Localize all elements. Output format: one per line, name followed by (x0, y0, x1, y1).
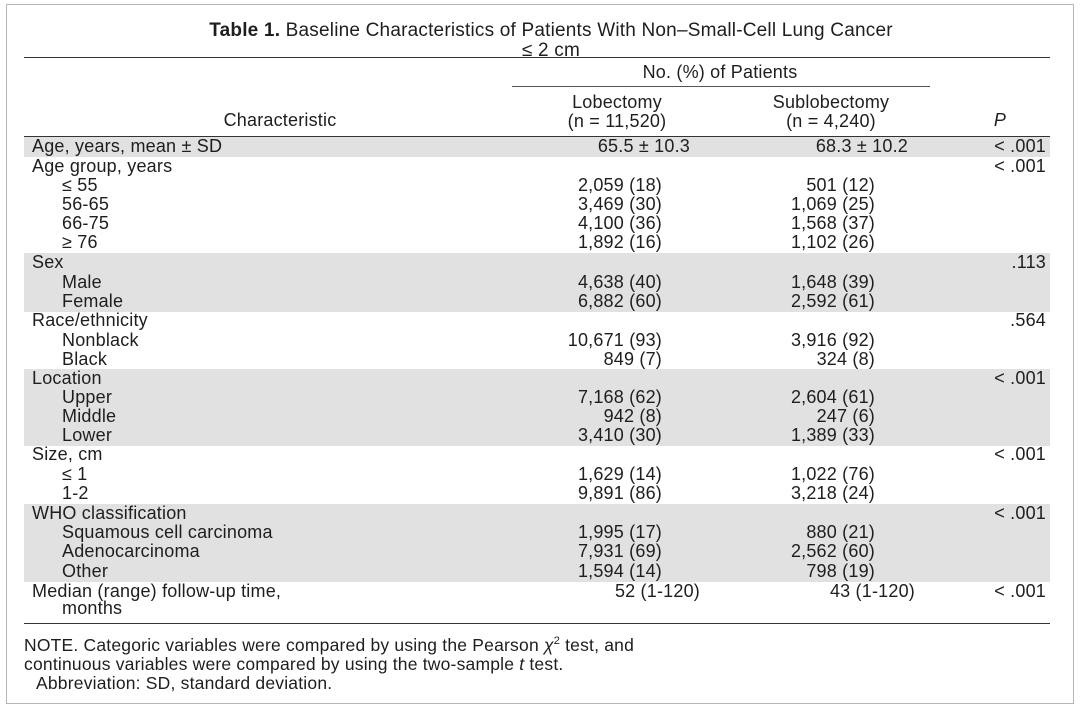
row-label: ≤ 1 (62, 464, 88, 484)
group-underline (512, 86, 930, 87)
row-label: Median (range) follow-up time, (32, 581, 282, 601)
sublobectomy-value: 68.3 ± 10.2 (815, 136, 908, 156)
sublobectomy-value: 1,568 (37) (790, 213, 875, 233)
note-line-2: continuous variables were compared by using the two-sample t test. (24, 653, 564, 674)
p-value: < .001 (994, 368, 1046, 388)
table-title-line2: ≤ 2 cm (521, 40, 581, 61)
lobectomy-value: 942 (8) (603, 406, 662, 426)
sublobectomy-value: 798 (19) (806, 561, 875, 581)
lobectomy-value: 65.5 ± 10.3 (597, 136, 690, 156)
lobectomy-value: 52 (1-120) (614, 581, 700, 601)
sublobectomy-value: 1,102 (26) (790, 232, 875, 252)
row-label: WHO classification (32, 503, 187, 523)
header-sublobectomy-name: Sublobectomy (772, 92, 890, 112)
row-label: Sex (32, 252, 64, 272)
lobectomy-value: 7,931 (69) (577, 541, 662, 561)
sublobectomy-value: 3,218 (24) (790, 483, 875, 503)
p-value: < .001 (994, 444, 1046, 464)
p-value: < .001 (994, 156, 1046, 176)
lobectomy-value: 10,671 (93) (567, 330, 662, 350)
lobectomy-value: 2,059 (18) (577, 175, 662, 195)
lobectomy-value: 3,469 (30) (577, 194, 662, 214)
row-label: Other (62, 561, 109, 581)
row-label: Size, cm (32, 444, 103, 464)
header-lobectomy-name: Lobectomy (572, 92, 662, 112)
note-line-3: Abbreviation: SD, standard deviation. (36, 672, 333, 693)
sublobectomy-value: 3,916 (92) (790, 330, 875, 350)
lobectomy-value: 4,638 (40) (577, 272, 662, 292)
p-value: .113 (1011, 252, 1046, 272)
table-note (24, 632, 1064, 693)
header-characteristic: Characteristic (223, 110, 337, 130)
sublobectomy-value: 247 (6) (816, 406, 875, 426)
row-label: Lower (62, 425, 113, 445)
row-label: Adenocarcinoma (62, 541, 200, 561)
sublobectomy-value: 2,604 (61) (790, 387, 875, 407)
p-value: .564 (1010, 310, 1046, 330)
header-group: No. (%) of Patients (642, 62, 798, 82)
header-p: P (993, 110, 1007, 130)
row-label: Race/ethnicity (32, 310, 148, 330)
note-line-1: NOTE. Categoric variables were compared by using the Pearson $\chi^2$ test, and (24, 634, 635, 655)
row-label: Location (32, 368, 102, 388)
lobectomy-value: 1,995 (17) (577, 522, 662, 542)
table-label: Table 1. (209, 20, 281, 41)
row-label: Female (62, 291, 124, 311)
row-label-cont: months (62, 598, 123, 618)
row-label: Black (62, 349, 108, 369)
header-lobectomy-n: (n = 11,520) (567, 111, 667, 131)
sublobectomy-value: 1,648 (39) (790, 272, 875, 292)
row-label: Squamous cell carcinoma (62, 522, 273, 542)
header-sublobectomy (716, 93, 946, 131)
header-sublobectomy-n: (n = 4,240) (786, 111, 876, 131)
row-label: Nonblack (62, 330, 139, 350)
table-title-line1: Baseline Characteristics of Patients With Non–Small-Cell Lung Cancer (285, 20, 893, 41)
row-label: ≤ 55 (62, 175, 98, 195)
lobectomy-value: 849 (7) (603, 349, 662, 369)
row-label: 66-75 (62, 213, 110, 233)
lobectomy-value: 9,891 (86) (577, 483, 662, 503)
row-label: 1-2 (62, 483, 89, 503)
table-title (31, 21, 1071, 61)
sublobectomy-value: 1,069 (25) (790, 194, 875, 214)
lobectomy-value: 4,100 (36) (577, 213, 662, 233)
p-value: < .001 (994, 581, 1046, 601)
lobectomy-value: 1,594 (14) (577, 561, 662, 581)
row-label: ≥ 76 (62, 232, 98, 252)
bottom-rule (24, 623, 1050, 624)
lobectomy-value: 1,892 (16) (577, 232, 662, 252)
p-value: < .001 (994, 136, 1046, 156)
p-value: < .001 (994, 503, 1046, 523)
sublobectomy-value: 43 (1-120) (829, 581, 915, 601)
top-rule (24, 57, 1050, 58)
lobectomy-value: 1,629 (14) (577, 464, 662, 484)
sublobectomy-value: 2,592 (61) (790, 291, 875, 311)
row-label: Upper (62, 387, 113, 407)
row-label: 56-65 (62, 194, 110, 214)
sublobectomy-value: 1,389 (33) (790, 425, 875, 445)
lobectomy-value: 7,168 (62) (577, 387, 662, 407)
row-label: Middle (62, 406, 117, 426)
row-label: Age, years, mean ± SD (32, 136, 223, 156)
header-lobectomy (512, 93, 722, 131)
chi-symbol: χ (543, 634, 554, 655)
sublobectomy-value: 501 (12) (806, 175, 875, 195)
sublobectomy-value: 1,022 (76) (790, 464, 875, 484)
sublobectomy-value: 880 (21) (806, 522, 875, 542)
lobectomy-value: 3,410 (30) (577, 425, 662, 445)
sublobectomy-value: 2,562 (60) (790, 541, 875, 561)
sublobectomy-value: 324 (8) (816, 349, 875, 369)
row-label: Male (62, 272, 102, 292)
row-label: Age group, years (32, 156, 173, 176)
lobectomy-value: 6,882 (60) (577, 291, 662, 311)
